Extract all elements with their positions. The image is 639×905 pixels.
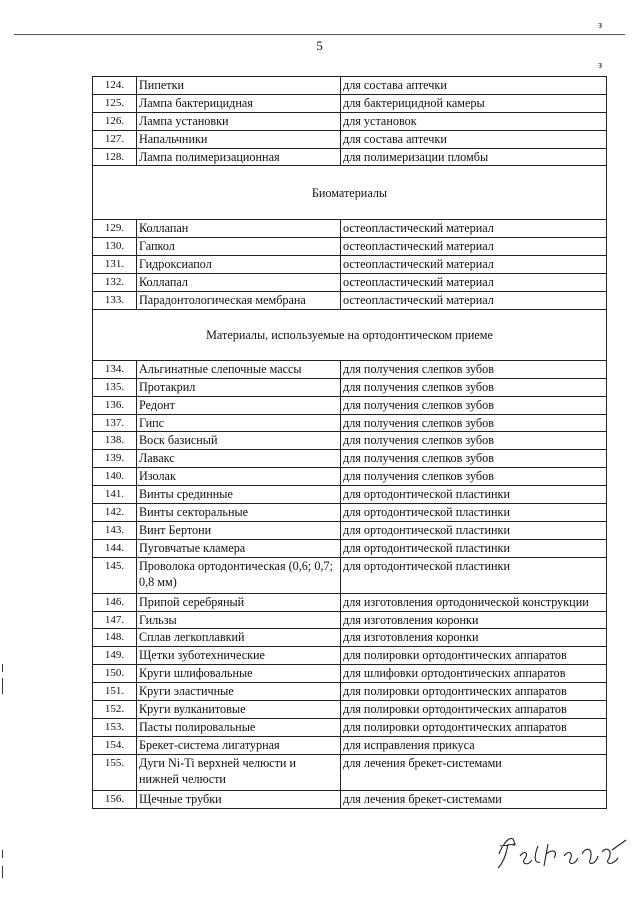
item-name: Редонт (137, 396, 341, 414)
item-number: 143. (93, 521, 137, 539)
item-purpose: для полировки ортодонтических аппаратов (341, 701, 607, 719)
item-number: 136. (93, 396, 137, 414)
item-purpose: для ортодонтической пластинки (341, 504, 607, 522)
item-purpose: для изготовления ортодонической конструкции (341, 593, 607, 611)
item-number: 134. (93, 360, 137, 378)
item-purpose: для получения слепков зубов (341, 450, 607, 468)
item-number: 131. (93, 256, 137, 274)
table-row (93, 130, 607, 148)
item-name: Пасты полировальные (137, 718, 341, 736)
item-name: Круги эластичные (137, 683, 341, 701)
item-purpose: для полировки ортодонтических аппаратов (341, 647, 607, 665)
item-name: Брекет-система лигатурная (137, 736, 341, 754)
item-number: 127. (93, 130, 137, 148)
item-number: 149. (93, 647, 137, 665)
item-purpose: для лечения брекет-системами (341, 790, 607, 808)
item-name: Гильзы (137, 611, 341, 629)
item-purpose: для ортодонтической пластинки (341, 539, 607, 557)
item-name: Круги вулканитовые (137, 701, 341, 719)
signature (494, 826, 634, 876)
item-name: Винты срединные (137, 486, 341, 504)
item-number: 138. (93, 432, 137, 450)
table-row (93, 396, 607, 414)
item-number: 140. (93, 468, 137, 486)
item-name: Протакрил (137, 378, 341, 396)
corner-mark-top: з (598, 20, 602, 31)
table-row (93, 593, 607, 611)
table-row (93, 557, 607, 593)
item-number: 153. (93, 718, 137, 736)
item-purpose: для ортодонтической пластинки (341, 486, 607, 504)
item-name: Напальчники (137, 130, 341, 148)
item-number: 125. (93, 94, 137, 112)
item-purpose: для состава аптечки (341, 77, 607, 95)
item-name: Круги шлифовальные (137, 665, 341, 683)
table-row (93, 754, 607, 790)
item-purpose: для полировки ортодонтических аппаратов (341, 683, 607, 701)
table-row (93, 220, 607, 238)
item-number: 145. (93, 557, 137, 593)
table-row (93, 378, 607, 396)
item-purpose: для получения слепков зубов (341, 378, 607, 396)
item-name: Альгинатные слепочные массы (137, 360, 341, 378)
table-row (93, 790, 607, 808)
table-row (93, 647, 607, 665)
item-purpose: для ортодонтической пластинки (341, 557, 607, 593)
item-purpose: для изготовления коронки (341, 629, 607, 647)
item-number: 135. (93, 378, 137, 396)
item-purpose: остеопластический материал (341, 220, 607, 238)
item-number: 126. (93, 112, 137, 130)
table-row (93, 504, 607, 522)
item-number: 144. (93, 539, 137, 557)
table-row (93, 274, 607, 292)
item-number: 147. (93, 611, 137, 629)
section-row-biomaterials (93, 166, 607, 220)
item-purpose: для ортодонтической пластинки (341, 521, 607, 539)
page-number: 5 (316, 38, 323, 53)
item-number: 132. (93, 274, 137, 292)
item-name: Пипетки (137, 77, 341, 95)
item-name: Щечные трубки (137, 790, 341, 808)
table-row (93, 736, 607, 754)
table-row (93, 360, 607, 378)
item-purpose: для получения слепков зубов (341, 414, 607, 432)
item-purpose: остеопластический материал (341, 256, 607, 274)
section-row-orthodontic (93, 309, 607, 360)
item-name: Дуги Ni-Ti верхней челюсти и нижней челюсти (137, 754, 341, 790)
table-row (93, 292, 607, 310)
margin-mark (2, 664, 3, 672)
item-number: 137. (93, 414, 137, 432)
table-row (93, 238, 607, 256)
item-number: 146. (93, 593, 137, 611)
table-row (93, 486, 607, 504)
table-row (93, 148, 607, 166)
item-number: 130. (93, 238, 137, 256)
margin-mark (2, 850, 3, 858)
item-number: 128. (93, 148, 137, 166)
item-purpose: для исправления прикуса (341, 736, 607, 754)
table-row (93, 683, 607, 701)
item-number: 156. (93, 790, 137, 808)
item-purpose: для получения слепков зубов (341, 396, 607, 414)
table-row (93, 94, 607, 112)
section-title: Материалы, используемые на ортодонтическом приеме (93, 309, 607, 360)
item-name: Гапкол (137, 238, 341, 256)
table-row (93, 521, 607, 539)
item-purpose: для шлифовки ортодонтических аппаратов (341, 665, 607, 683)
item-purpose: для получения слепков зубов (341, 360, 607, 378)
item-name: Сплав легкоплавкий (137, 629, 341, 647)
item-number: 148. (93, 629, 137, 647)
item-name: Гипс (137, 414, 341, 432)
item-purpose: для получения слепков зубов (341, 432, 607, 450)
item-purpose: остеопластический материал (341, 238, 607, 256)
item-name: Лампа полимеризационная (137, 148, 341, 166)
item-number: 133. (93, 292, 137, 310)
item-number: 154. (93, 736, 137, 754)
item-number: 139. (93, 450, 137, 468)
item-name: Коллапал (137, 274, 341, 292)
item-purpose: для изготовления коронки (341, 611, 607, 629)
table-row (93, 450, 607, 468)
item-name: Проволока ортодонтическая (0,6; 0,7; 0,8 мм) (137, 557, 341, 593)
item-purpose: для полировки ортодонтических аппаратов (341, 718, 607, 736)
table-row (93, 665, 607, 683)
item-number: 155. (93, 754, 137, 790)
item-name: Винты секторальные (137, 504, 341, 522)
item-purpose: остеопластический материал (341, 292, 607, 310)
item-number: 150. (93, 665, 137, 683)
item-purpose: для установок (341, 112, 607, 130)
table-row (93, 701, 607, 719)
item-number: 151. (93, 683, 137, 701)
table-row (93, 77, 607, 95)
item-name: Воск базисный (137, 432, 341, 450)
table-row (93, 611, 607, 629)
section-title: Биоматериалы (93, 166, 607, 220)
item-number: 124. (93, 77, 137, 95)
table-row (93, 432, 607, 450)
item-name: Винт Бертони (137, 521, 341, 539)
table-row (93, 468, 607, 486)
item-purpose: для получения слепков зубов (341, 468, 607, 486)
materials-table (92, 76, 607, 809)
item-name: Лавакс (137, 450, 341, 468)
margin-mark (2, 866, 3, 878)
item-purpose: для состава аптечки (341, 130, 607, 148)
item-name: Изолак (137, 468, 341, 486)
item-purpose: остеопластический материал (341, 274, 607, 292)
margin-mark (2, 678, 3, 694)
item-number: 129. (93, 220, 137, 238)
table-row (93, 256, 607, 274)
item-number: 142. (93, 504, 137, 522)
table-row (93, 539, 607, 557)
table-row (93, 718, 607, 736)
corner-mark-second: з (598, 60, 602, 71)
table-row (93, 414, 607, 432)
item-purpose: для лечения брекет-системами (341, 754, 607, 790)
item-number: 141. (93, 486, 137, 504)
table-row (93, 629, 607, 647)
item-number: 152. (93, 701, 137, 719)
table-row (93, 112, 607, 130)
item-purpose: для полимеризации пломбы (341, 148, 607, 166)
item-name: Парадонтологическая мембрана (137, 292, 341, 310)
item-name: Лампа бактерицидная (137, 94, 341, 112)
item-name: Лампа установки (137, 112, 341, 130)
item-name: Гидроксиапол (137, 256, 341, 274)
item-name: Припой серебряный (137, 593, 341, 611)
item-purpose: для бактерицидной камеры (341, 94, 607, 112)
header-rule (14, 34, 625, 35)
item-name: Щетки зуботехнические (137, 647, 341, 665)
item-name: Пуговчатые кламера (137, 539, 341, 557)
item-name: Коллапан (137, 220, 341, 238)
